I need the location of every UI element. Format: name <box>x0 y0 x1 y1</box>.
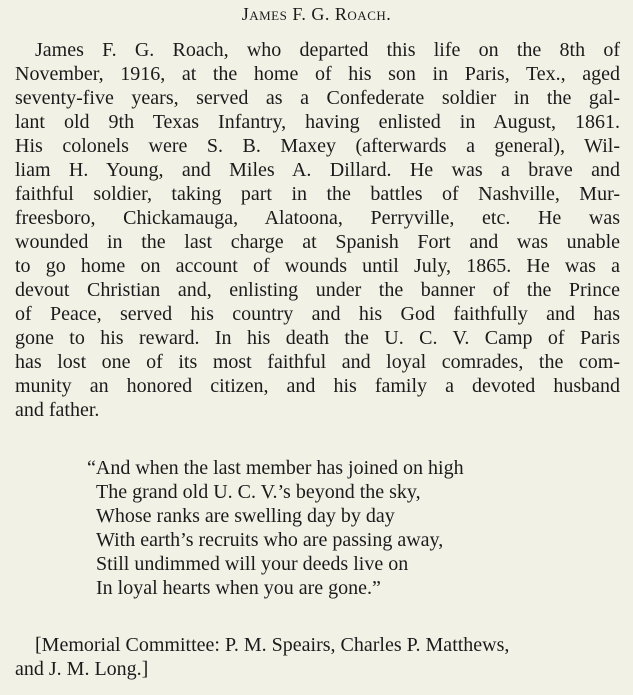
body-line: of Peace, served his country and his God faithfully and has <box>15 303 620 325</box>
body-line: His colonels were S. B. Maxey (afterwards a general), Wil- <box>15 135 620 157</box>
body-line: and father. <box>15 399 100 421</box>
poem-line: Still undimmed will your deeds live on <box>96 553 409 575</box>
poem-line: The grand old U. C. V.’s beyond the sky, <box>96 481 421 503</box>
body-line: lant old 9th Texas Infantry, having enlisted in August, 1861. <box>15 111 620 133</box>
body-line: munity an honored citizen, and his family a devoted husband <box>15 375 620 397</box>
body-line: liam H. Young, and Miles A. Dillard. He was a brave and <box>15 159 620 181</box>
body-line: devout Christian and, enlisting under the banner of the Prince <box>15 279 620 301</box>
body-line: faithful soldier, taking part in the battles of Nashville, Mur- <box>15 183 620 205</box>
body-line: to go home on account of wounds until July, 1865. He was a <box>15 255 620 277</box>
body-line: freesboro, Chickamauga, Alatoona, Perryville, etc. He was <box>15 207 620 229</box>
body-line: James F. G. Roach, who departed this life on the 8th of <box>35 39 620 61</box>
body-line: has lost one of its most faithful and loyal comrades, the com- <box>15 351 620 373</box>
body-line: November, 1916, at the home of his son in Paris, Tex., aged <box>15 63 620 85</box>
body-line: wounded in the last charge at Spanish Fort and was unable <box>15 231 620 253</box>
poem-line: Whose ranks are swelling day by day <box>96 505 395 527</box>
body-line: gone to his reward. In his death the U. C. V. Camp of Paris <box>15 327 620 349</box>
obituary-title: James F. G. Roach. <box>241 4 392 24</box>
poem-line: In loyal hearts when you are gone.” <box>96 577 381 599</box>
poem-line: With earth’s recruits who are passing away, <box>96 529 444 551</box>
committee-line: [Memorial Committee: P. M. Speairs, Charles P. Matthews, <box>35 634 510 656</box>
committee-line: and J. M. Long.] <box>15 658 149 680</box>
poem-line: “And when the last member has joined on high <box>87 457 464 479</box>
body-line: seventy-five years, served as a Confederate soldier in the gal- <box>15 87 620 109</box>
